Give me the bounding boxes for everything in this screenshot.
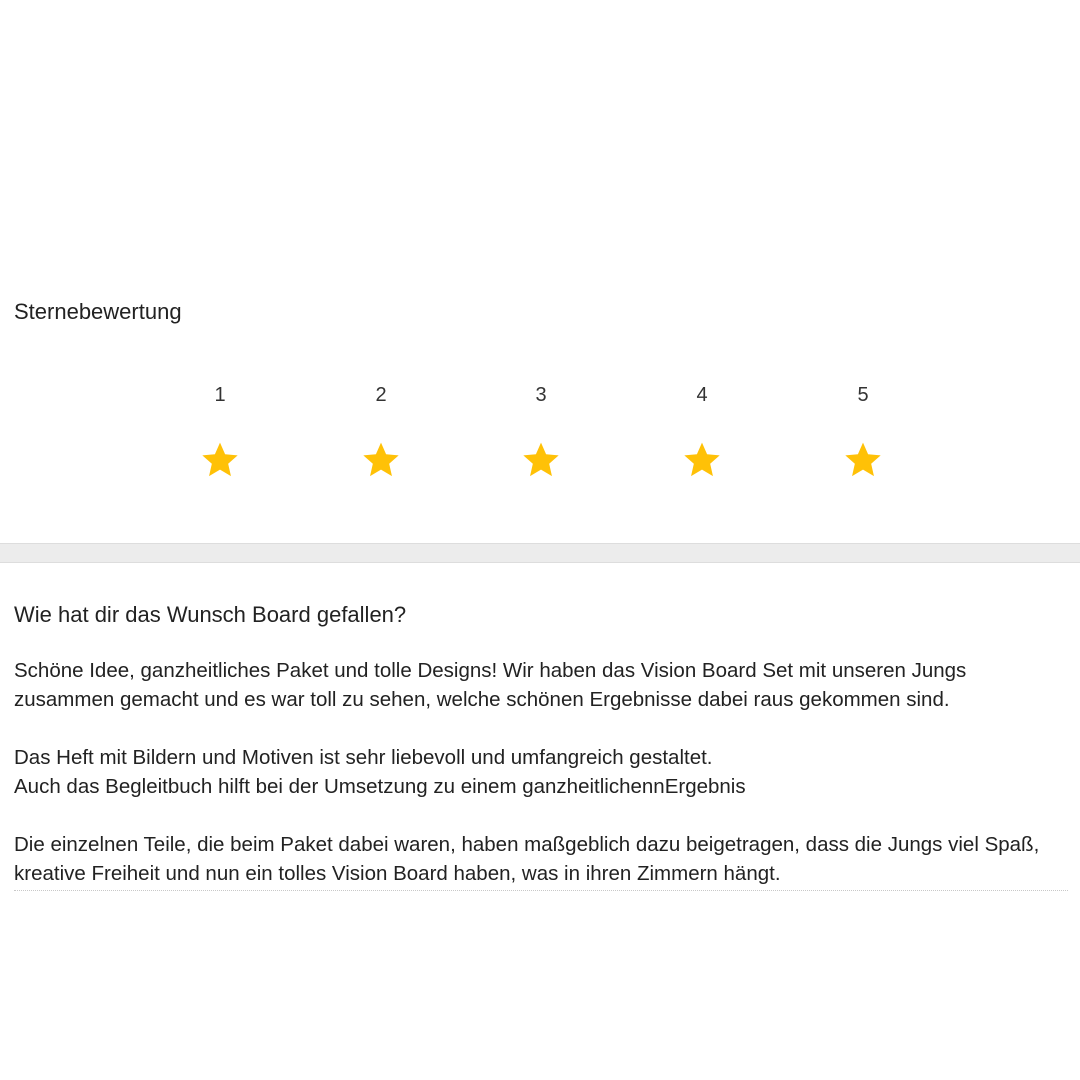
review-question: Wie hat dir das Wunsch Board gefallen?: [14, 602, 407, 627]
review-line: zusammen gemacht und es war toll zu sehen, welche schönen Ergebnisse dabei raus gekommen sind.: [14, 688, 950, 711]
review-line: Auch das Begleitbuch hilft bei der Umsetzung zu einem ganzheitlichennErgebnis: [14, 775, 746, 798]
star-number-label: 4: [696, 384, 708, 406]
star-option-5[interactable]: [823, 380, 903, 490]
star-option-3[interactable]: [501, 380, 581, 490]
review-line: Schöne Idee, ganzheitliches Paket und tolle Designs! Wir haben das Vision Board Set mit unseren Jungs: [14, 659, 967, 682]
rating-title: Sternebewertung: [14, 299, 182, 324]
star-number-label: 2: [375, 384, 387, 406]
star-option-1[interactable]: [180, 380, 260, 490]
star-icon[interactable]: [682, 440, 722, 480]
review-text: [14, 656, 1068, 888]
review-line: Die einzelnen Teile, die beim Paket dabei waren, haben maßgeblich dazu beigetragen, dass die Jungs viel Spaß,: [14, 833, 1040, 856]
star-icon[interactable]: [361, 440, 401, 480]
star-rating-row: [0, 380, 1080, 490]
star-number-label: 5: [857, 384, 869, 406]
section-divider: [0, 543, 1080, 563]
review-paragraph: [14, 656, 1068, 714]
star-option-4[interactable]: [662, 380, 742, 490]
review-paragraph: [14, 743, 1068, 801]
review-line: kreative Freiheit und nun ein tolles Vision Board haben, was in ihren Zimmern hängt.: [14, 862, 781, 885]
star-option-2[interactable]: [341, 380, 421, 490]
review-paragraph: [14, 830, 1068, 888]
review-bottom-rule: [14, 890, 1068, 891]
star-icon[interactable]: [200, 440, 240, 480]
review-line: Das Heft mit Bildern und Motiven ist sehr liebevoll und umfangreich gestaltet.: [14, 746, 713, 769]
star-icon[interactable]: [843, 440, 883, 480]
star-icon[interactable]: [521, 440, 561, 480]
star-number-label: 3: [535, 384, 547, 406]
star-number-label: 1: [214, 384, 226, 406]
